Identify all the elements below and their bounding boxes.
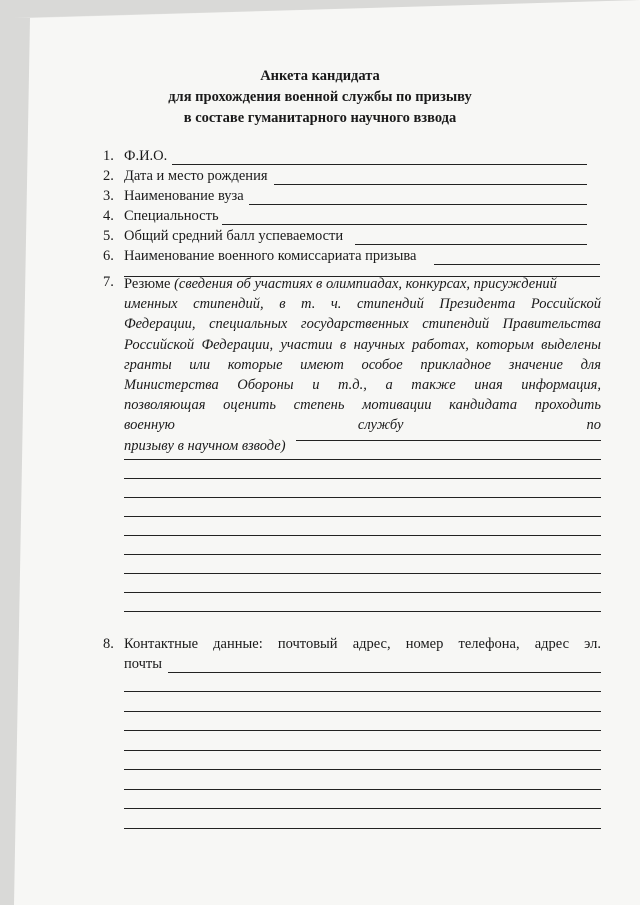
contacts-input-line[interactable] xyxy=(168,672,601,673)
resume-writing-line[interactable] xyxy=(124,535,601,536)
contacts-writing-line[interactable] xyxy=(124,828,601,829)
resume-writing-line[interactable] xyxy=(124,497,601,498)
field-label: Наименование вуза xyxy=(124,188,244,204)
resume-hint-line: именных стипендий, в т. ч. стипендий Президента Российской xyxy=(124,296,601,313)
field-number: 4. xyxy=(103,208,114,224)
commissariat-input-line[interactable] xyxy=(434,264,600,265)
field-label: Наименование военного комиссариата призыва xyxy=(124,248,417,264)
field-number: 5. xyxy=(103,228,114,244)
contacts-writing-line[interactable] xyxy=(124,750,601,751)
resume-label: Резюме xyxy=(124,276,171,292)
form-subtitle-1: для прохождения военной службы по призыву xyxy=(168,89,472,105)
resume-hint-line: Федерации, специальных государственных стипендий Правительства xyxy=(124,316,601,333)
resume-description xyxy=(124,274,601,456)
resume-writing-line[interactable] xyxy=(124,459,601,460)
form-title: Анкета кандидата xyxy=(260,68,380,84)
contacts-label-line: Контактные данные: почтовый адрес, номер телефона, адрес эл. xyxy=(124,636,601,652)
field-number: 3. xyxy=(103,188,114,204)
field-label: Общий средний балл успеваемости xyxy=(124,228,344,244)
field-number: 6. xyxy=(103,248,114,264)
contacts-writing-line[interactable] xyxy=(124,808,601,809)
field-label: Специальность xyxy=(124,208,219,224)
resume-hint-line: военную службу по xyxy=(124,417,601,434)
specialty-input-line[interactable] xyxy=(222,224,587,225)
resume-hint-line: (сведения об участиях в олимпиадах, конкурсах, присуждений xyxy=(174,276,557,292)
resume-writing-line[interactable] xyxy=(124,516,601,517)
university-input-line[interactable] xyxy=(249,204,587,205)
resume-hint-line: Российской Федерации, участии в научных работах, которым выделены xyxy=(124,336,601,353)
field-number: 1. xyxy=(103,148,114,164)
contacts-label xyxy=(124,636,601,653)
form-subtitle-2: в составе гуманитарного научного взвода xyxy=(183,110,457,126)
resume-hint-line: Министерства Обороны и т.д., а также иная информация, xyxy=(124,377,601,394)
resume-writing-line[interactable] xyxy=(124,611,601,612)
field-label: Дата и место рождения xyxy=(124,168,268,184)
fio-input-line[interactable] xyxy=(172,164,587,165)
field-label: Ф.И.О. xyxy=(124,148,168,164)
contacts-writing-line[interactable] xyxy=(124,769,601,770)
field-number: 2. xyxy=(103,168,114,184)
resume-writing-line[interactable] xyxy=(124,573,601,574)
contacts-number: 8. xyxy=(103,636,114,652)
contacts-label-2 xyxy=(124,656,162,673)
resume-hint-line: гранты или которые имеют особое прикладное значение для xyxy=(124,356,601,373)
contacts-writing-line[interactable] xyxy=(124,711,601,712)
contacts-writing-line[interactable] xyxy=(124,789,601,790)
resume-hint-line: призыву в научном взводе) xyxy=(124,437,286,454)
resume-writing-line[interactable] xyxy=(124,478,601,479)
resume-input-line[interactable] xyxy=(296,440,601,441)
resume-writing-line[interactable] xyxy=(124,592,601,593)
resume-hint-line: позволяющая оценить степень мотивации кандидата проходить xyxy=(124,397,601,414)
resume-number: 7. xyxy=(103,274,114,290)
contacts-writing-line[interactable] xyxy=(124,691,601,692)
contacts-label-line: почты xyxy=(124,656,163,672)
contacts-writing-line[interactable] xyxy=(124,730,601,731)
birth-input-line[interactable] xyxy=(274,184,587,185)
gpa-input-line[interactable] xyxy=(355,244,587,245)
resume-writing-line[interactable] xyxy=(124,554,601,555)
